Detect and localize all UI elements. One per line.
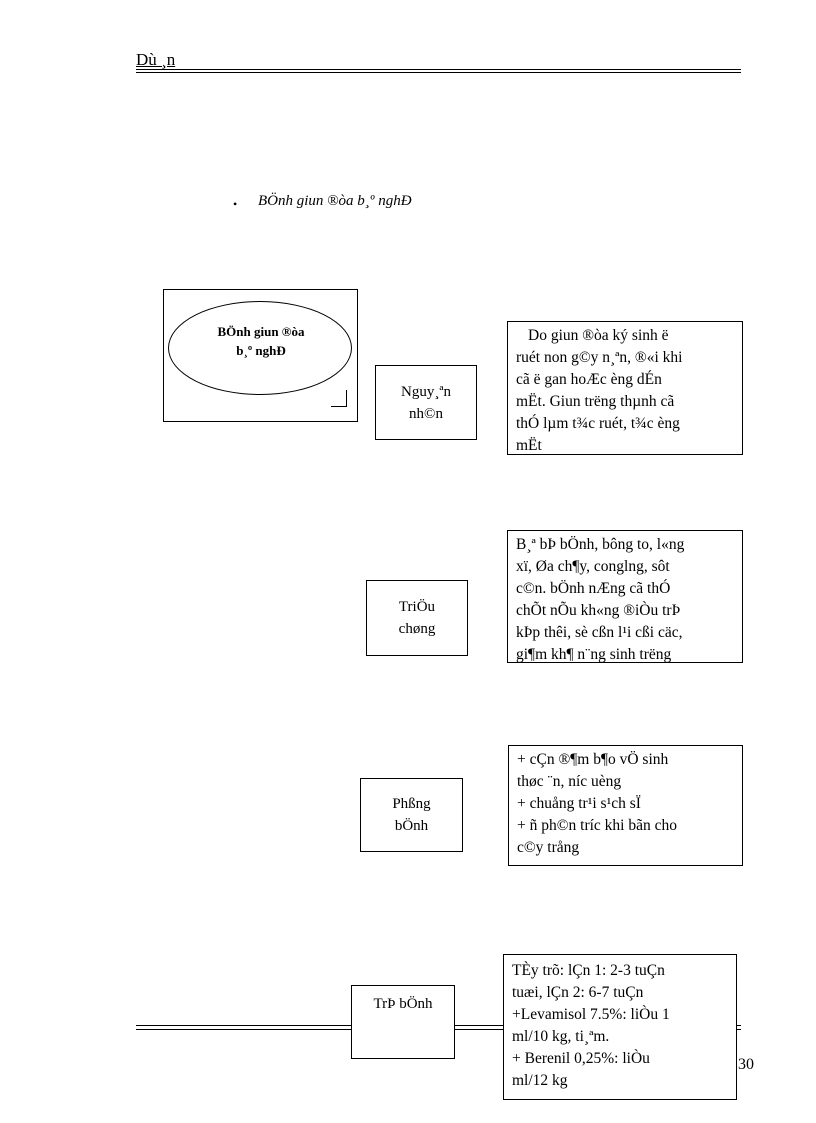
- content-box-symptoms: [507, 530, 743, 663]
- content-box-cause: [507, 321, 743, 455]
- content-line: mËt: [516, 437, 542, 454]
- content-line: + Berenil 0,25%: liÒu: [512, 1050, 650, 1067]
- label-line: Phßng: [392, 796, 431, 812]
- content-line: TÈy trõ: lÇn 1: 2-3 tuÇn: [512, 962, 665, 979]
- label-line: Nguy¸ªn: [401, 383, 451, 400]
- callout-line: BÖnh giun ®òa: [217, 324, 305, 339]
- label-box-cause: [375, 365, 477, 440]
- content-line: chÕt nÕu kh«ng ®iÒu trÞ: [516, 602, 681, 619]
- page-number: 30: [738, 1056, 754, 1073]
- content-line: thÓ lµm t¾c ruét, t¾c èng: [516, 415, 680, 432]
- content-line: ml/12 kg: [512, 1072, 568, 1089]
- label-line: TrÞ bÖnh: [373, 996, 433, 1012]
- content-line: +Levamisol 7.5%: liÒu 1: [512, 1006, 670, 1023]
- running-header: Dù ¸n: [136, 50, 176, 69]
- content-box-prevention: [508, 745, 743, 866]
- label-box-prevention: [360, 778, 463, 852]
- content-line: cã ë gan hoÆc èng dÉn: [516, 371, 662, 388]
- content-line: + ñ ph©n tríc khi bãn cho: [517, 817, 677, 834]
- label-line: nh©n: [409, 405, 443, 422]
- content-box-treatment: [503, 954, 737, 1100]
- content-line: kÞp thêi, sè cßn l¹i cßi cäc,: [516, 624, 683, 641]
- section-heading: BÖnh giun ®òa b¸º nghÐ: [258, 193, 412, 209]
- label-line: TriÖu: [398, 599, 436, 615]
- header-rule-top: [136, 69, 741, 70]
- content-line: Do giun ®òa ký sinh ë: [528, 327, 669, 344]
- label-line: chøng: [398, 621, 436, 637]
- content-line: c©y trång: [517, 839, 580, 856]
- content-line: + chuång tr¹i s¹ch sÏ: [517, 795, 641, 812]
- callout-text: [186, 322, 336, 360]
- callout-line: b¸º nghÐ: [236, 343, 286, 358]
- content-line: B¸ª bÞ bÖnh, bông to, l«ng: [516, 536, 685, 553]
- content-line: gi¶m kh¶ n¨ng sinh trëng: [516, 646, 672, 663]
- content-line: tuæi, lÇn 2: 6-7 tuÇn: [512, 984, 644, 1001]
- header-rule-bottom: [136, 72, 741, 73]
- content-line: mËt. Giun trëng thµnh cã: [516, 393, 675, 410]
- content-line: + cÇn ®¶m b¶o vÖ sinh: [517, 751, 669, 768]
- content-line: ml/10 kg, ti¸ªm.: [512, 1028, 610, 1045]
- content-line: thøc ¨n, níc uèng: [517, 773, 622, 790]
- content-line: ruét non g©y n¸ªn, ®«i khi: [516, 349, 683, 366]
- speech-bubble-tail: [331, 390, 347, 407]
- label-box-treatment: [351, 985, 455, 1059]
- content-line: xï, Øa ch¶y, conglng, sôt: [516, 558, 670, 575]
- bullet-marker: •: [233, 197, 238, 211]
- label-line: bÖnh: [394, 818, 429, 834]
- label-box-symptoms: [366, 580, 468, 656]
- content-line: c©n. bÖnh nÆng cã thÓ: [516, 580, 671, 597]
